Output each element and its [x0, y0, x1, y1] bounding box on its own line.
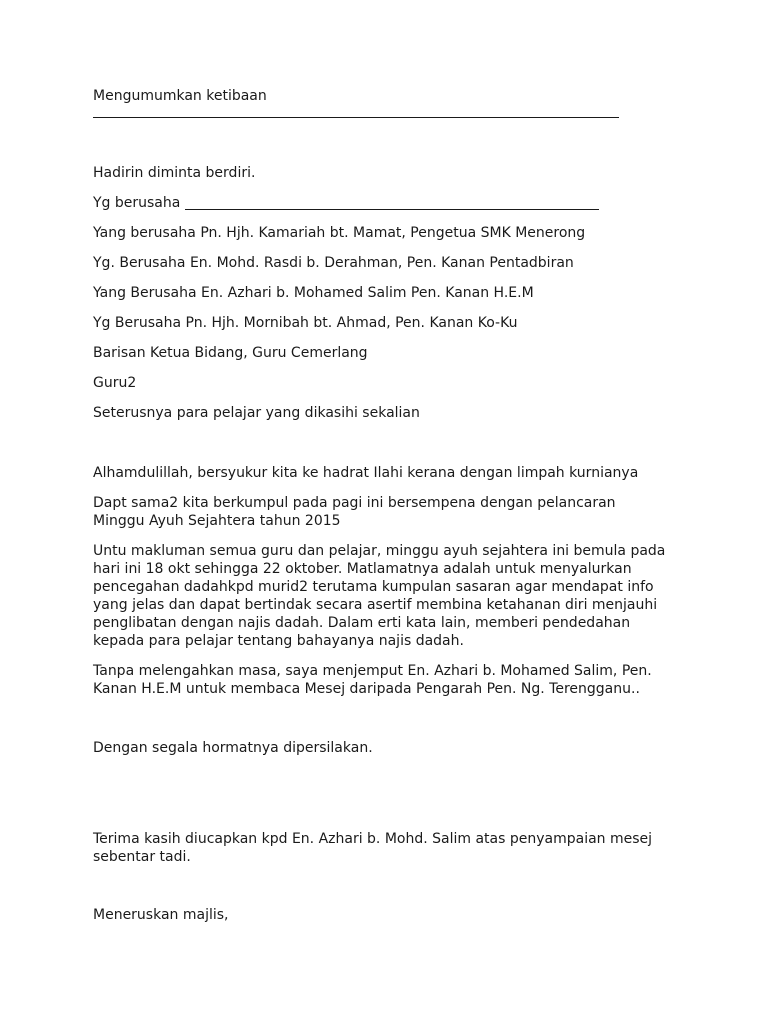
line-barisan: Barisan Ketua Bidang, Guru Cemerlang: [93, 345, 368, 361]
paragraph-line: kepada para pelajar tentang bahayanya najis dadah.: [93, 633, 464, 649]
paragraph-line: penglibatan dengan najis dadah. Dalam erti kata lain, memberi pendedahan: [93, 615, 631, 631]
paragraph-line: sebentar tadi.: [93, 849, 191, 865]
paragraph-line: pencegahan dadahkpd murid2 terutama kumpulan sasaran agar mendapat info: [93, 579, 654, 595]
line-dipersilakan: Dengan segala hormatnya dipersilakan.: [93, 740, 373, 756]
line-meneruskan: Meneruskan majlis,: [93, 907, 229, 923]
paragraph-line: yang jelas dan dapat bertindak secara asertif membina ketahanan diri menjauhi: [93, 597, 658, 613]
paragraph-line: Dapt sama2 kita berkumpul pada pagi ini bersempena dengan pelancaran: [93, 495, 616, 511]
line-alhamdulillah: Alhamdulillah, bersyukur kita ke hadrat Ilahi kerana dengan limpah kurnianya: [93, 465, 639, 481]
line-pen-kanan-hem: Yang Berusaha En. Azhari b. Mohamed Salim Pen. Kanan H.E.M: [93, 285, 534, 301]
line-pengetua: Yang berusaha Pn. Hjh. Kamariah bt. Mamat, Pengetua SMK Menerong: [93, 225, 586, 241]
blank-name-line: [185, 209, 599, 210]
line-pen-kanan-pentadbiran: Yg. Berusaha En. Mohd. Rasdi b. Derahman, Pen. Kanan Pentadbiran: [93, 255, 574, 271]
paragraph-line: Terima kasih diucapkan kpd En. Azhari b. Mohd. Salim atas penyampaian mesej: [93, 831, 653, 847]
line-guru2: Guru2: [93, 375, 137, 391]
line-hadirin: Hadirin diminta berdiri.: [93, 165, 256, 181]
line-yg-berusaha: Yg berusaha: [93, 195, 181, 211]
heading-underline: [93, 117, 619, 118]
line-pelajar: Seterusnya para pelajar yang dikasihi sekalian: [93, 405, 420, 421]
paragraph-line: Untu makluman semua guru dan pelajar, minggu ayuh sejahtera ini bemula pada: [93, 543, 666, 559]
paragraph-line: Kanan H.E.M untuk membaca Mesej daripada Pengarah Pen. Ng. Terengganu..: [93, 681, 640, 697]
line-pen-kanan-koku: Yg Berusaha Pn. Hjh. Mornibah bt. Ahmad, Pen. Kanan Ko-Ku: [93, 315, 518, 331]
document-heading: Mengumumkan ketibaan: [93, 88, 267, 104]
paragraph-line: Minggu Ayuh Sejahtera tahun 2015: [93, 513, 341, 529]
paragraph-line: hari ini 18 okt sehingga 22 oktober. Matlamatnya adalah untuk menyalurkan: [93, 561, 632, 577]
paragraph-line: Tanpa melengahkan masa, saya menjemput En. Azhari b. Mohamed Salim, Pen.: [93, 663, 652, 679]
